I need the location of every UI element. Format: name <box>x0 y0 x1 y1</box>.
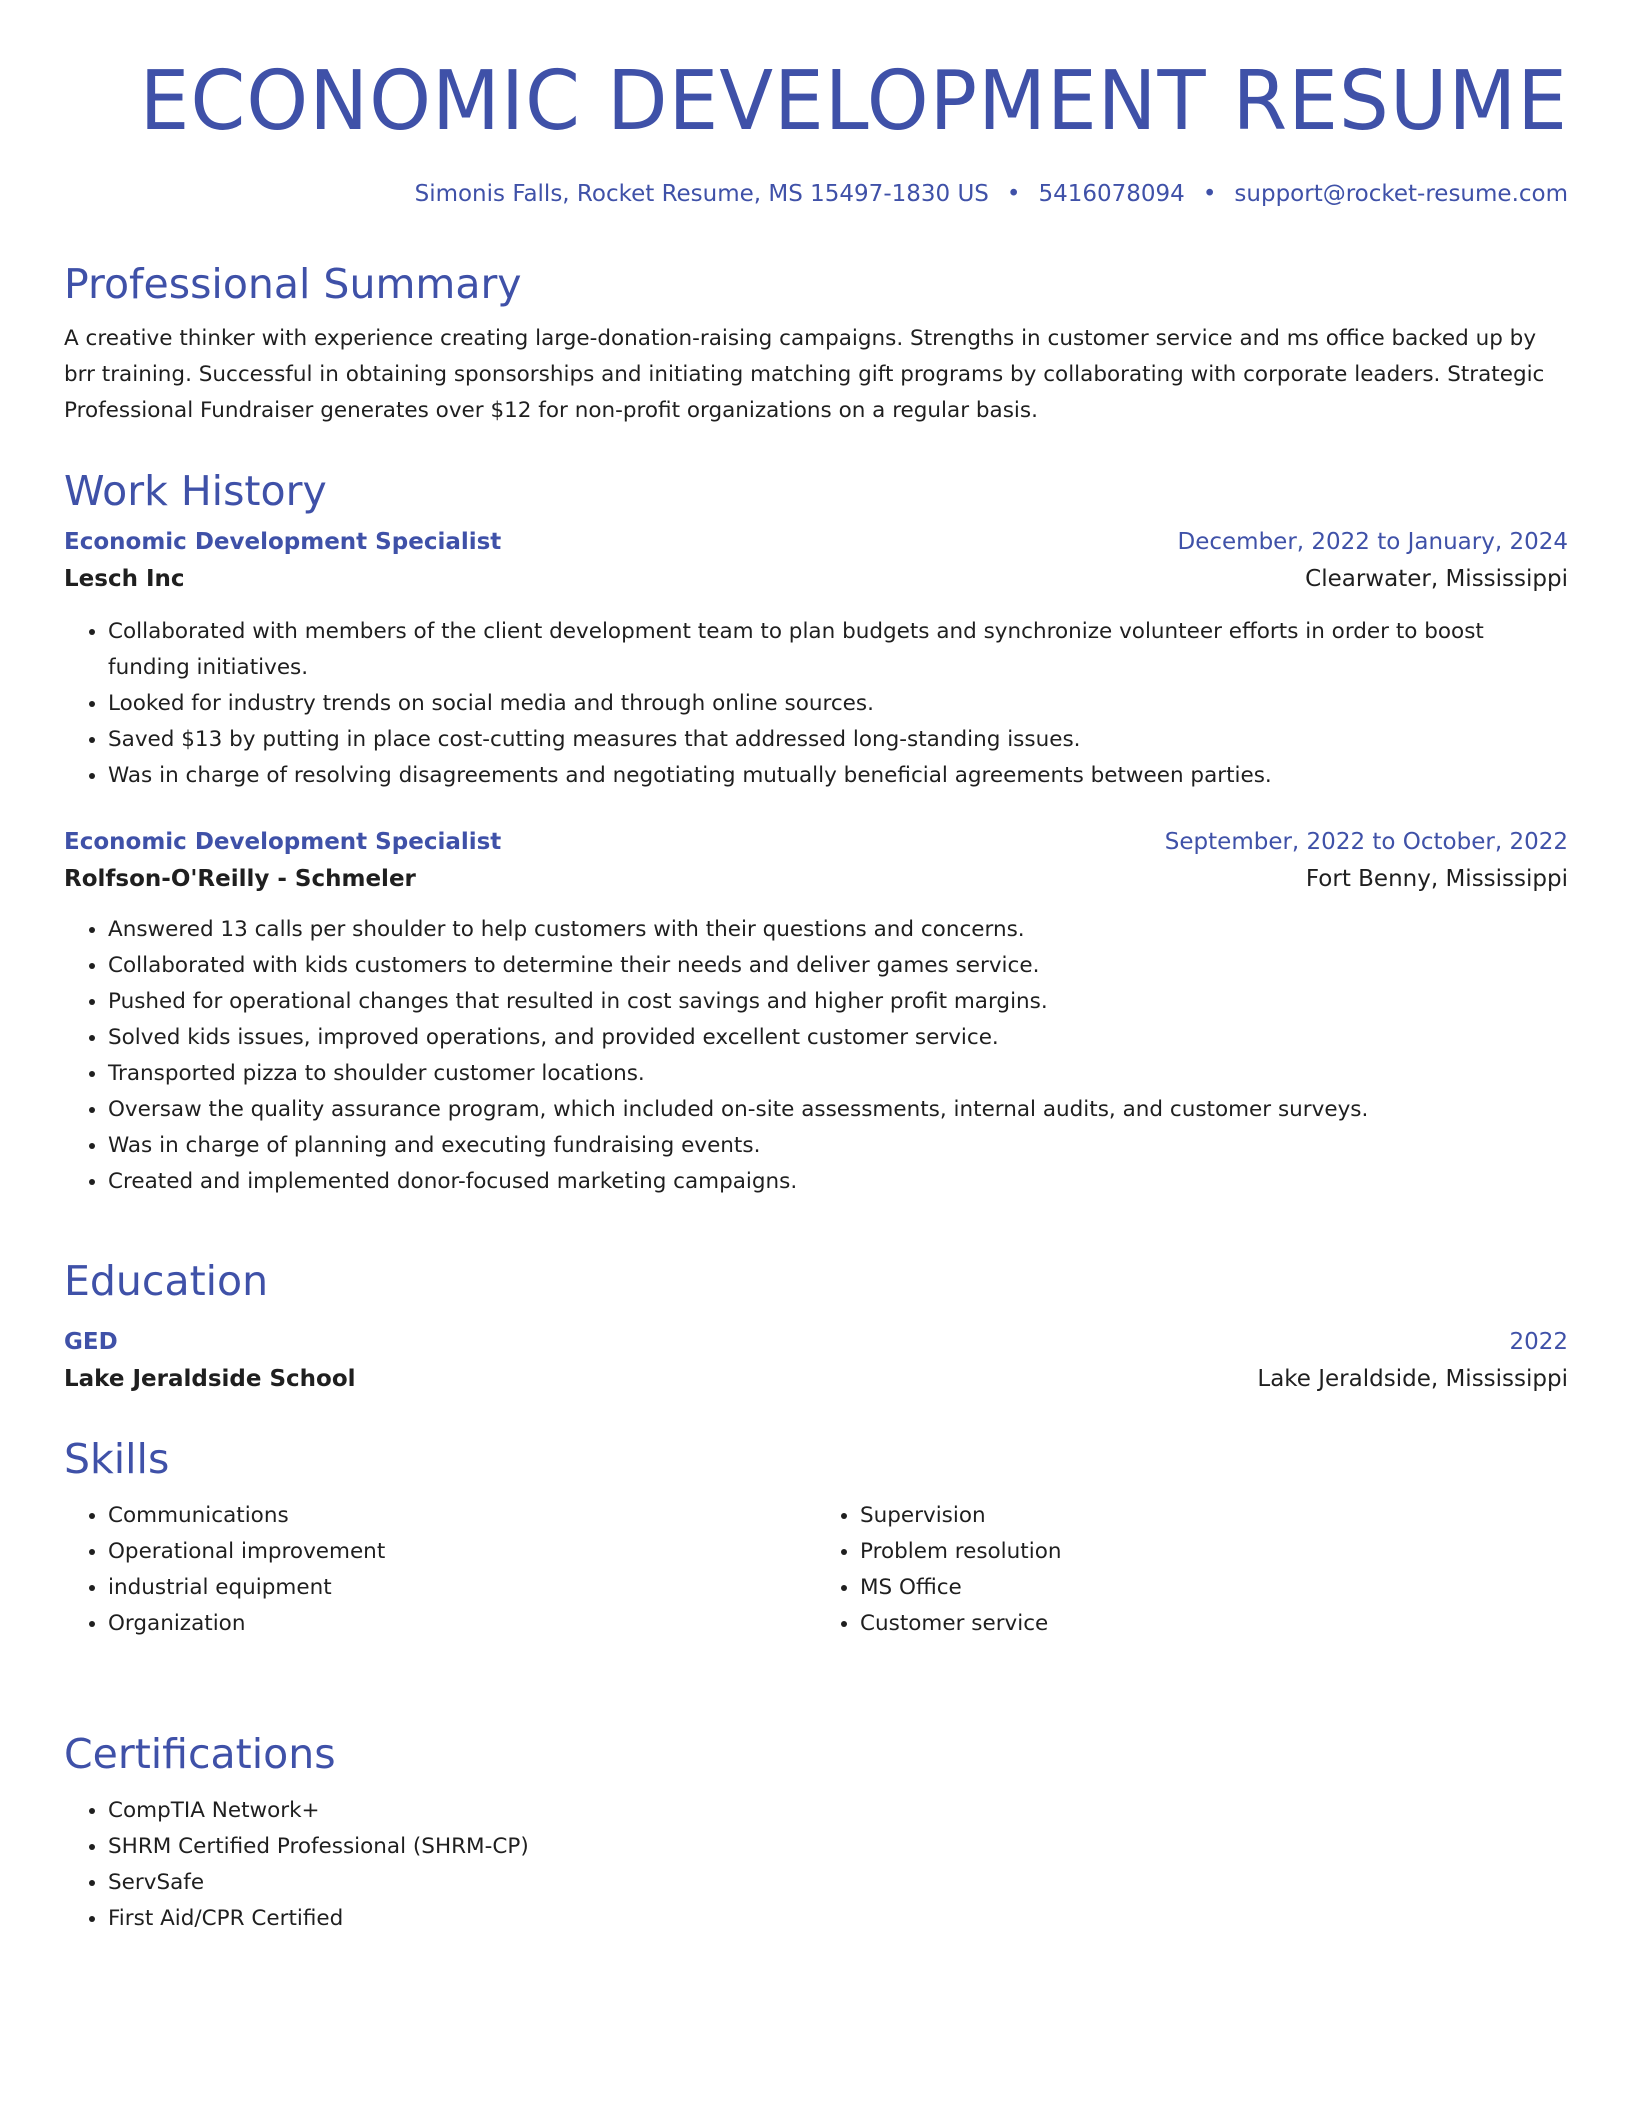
contact-address: Simonis Falls, Rocket Resume, MS 15497-1830 US <box>414 181 989 207</box>
certifications-heading: Certifications <box>64 1730 336 1778</box>
summary-section <box>64 259 1568 429</box>
contact-separator: • <box>1202 181 1217 207</box>
job-bullet: • Saved $13 by putting in place cost-cutting measures that addressed long-standing issues. <box>108 722 1568 758</box>
job-location: Clearwater, Mississippi <box>1305 566 1568 592</box>
contact-separator: • <box>1006 181 1021 207</box>
job-dates: December, 2022 to January, 2024 <box>1177 529 1568 555</box>
job-bullet: • Created and implemented donor-focused marketing campaigns. <box>108 1164 1568 1200</box>
job-bullet: • Pushed for operational changes that resulted in cost savings and higher profit margins. <box>108 984 1568 1020</box>
work-history-section <box>64 466 1568 1200</box>
resume-page <box>64 52 1568 1931</box>
skills-heading: Skills <box>64 1435 170 1483</box>
job-location: Fort Benny, Mississippi <box>1305 866 1568 892</box>
certification-item: • SHRM Certified Professional (SHRM-CP) <box>108 1829 1568 1865</box>
job-entry <box>64 824 1568 1200</box>
skill-item: • Problem resolution <box>860 1534 1568 1570</box>
skill-item: • Organization <box>108 1606 816 1642</box>
contact-phone: 5416078094 <box>1038 181 1185 207</box>
education-heading: Education <box>64 1257 269 1305</box>
job-bullet: • Oversaw the quality assurance program, which included on-site assessments, internal audits, and customer surveys. <box>108 1092 1568 1128</box>
job-bullet: • Collaborated with members of the client development team to plan budgets and synchronize volunteer efforts in order to boost funding initiatives. <box>108 614 1568 686</box>
skill-item: • industrial equipment <box>108 1570 816 1606</box>
resume-title: ECONOMIC DEVELOPMENT RESUME <box>139 54 1568 149</box>
job-bullet: • Was in charge of resolving disagreements and negotiating mutually beneficial agreements between parties. <box>108 758 1568 794</box>
job-title: Economic Development Specialist <box>64 529 502 555</box>
certification-item: • CompTIA Network+ <box>108 1793 1568 1829</box>
job-bullet: • Was in charge of planning and executing fundraising events. <box>108 1128 1568 1164</box>
skill-item: • Supervision <box>860 1498 1568 1534</box>
contact-email[interactable]: support@rocket-resume.com <box>1234 181 1568 207</box>
job-title: Economic Development Specialist <box>64 829 502 855</box>
skills-section <box>64 1434 1568 1642</box>
certification-item: • First Aid/CPR Certified <box>108 1901 1568 1937</box>
education-degree: GED <box>64 1329 118 1355</box>
job-bullet: • Collaborated with kids customers to determine their needs and deliver games service. <box>108 948 1568 984</box>
skill-item: • MS Office <box>860 1570 1568 1606</box>
skills-list-left <box>64 1498 816 1642</box>
education-section <box>64 1256 1568 1398</box>
job-bullet: • Looked for industry trends on social media and through online sources. <box>108 686 1568 722</box>
job-bullet: • Solved kids issues, improved operations, and provided excellent customer service. <box>108 1020 1568 1056</box>
job-entry <box>64 524 1568 794</box>
summary-heading: Professional Summary <box>64 260 522 308</box>
job-employer: Lesch Inc <box>64 566 185 592</box>
skill-item: • Operational improvement <box>108 1534 816 1570</box>
job-employer: Rolfson-O'Reilly - Schmeler <box>64 866 416 892</box>
education-year: 2022 <box>1509 1329 1568 1355</box>
education-school: Lake Jeraldside School <box>64 1366 356 1392</box>
job-dates: September, 2022 to October, 2022 <box>1164 829 1568 855</box>
contact-line <box>64 178 1568 210</box>
certifications-section <box>64 1729 1568 1937</box>
job-bullets <box>64 912 1568 1200</box>
job-bullets <box>64 614 1568 794</box>
skill-item: • Communications <box>108 1498 816 1534</box>
skill-item: • Customer service <box>860 1606 1568 1642</box>
education-location: Lake Jeraldside, Mississippi <box>1257 1366 1568 1392</box>
certification-item: • ServSafe <box>108 1865 1568 1901</box>
work-history-heading: Work History <box>64 467 327 515</box>
job-bullet: • Answered 13 calls per shoulder to help customers with their questions and concerns. <box>108 912 1568 948</box>
certifications-list <box>64 1793 1568 1937</box>
skills-list-right <box>816 1498 1568 1642</box>
summary-text: A creative thinker with experience creating large-donation-raising campaigns. Strengths in customer service and ms office backed up by brr training. Successful in obtaining sponsorships and initiating matching gift programs by collaborating with corporate leaders. Strategic Professional Fundraiser generates over $12 for non-profit organizations on a regular basis. <box>64 326 1545 423</box>
job-bullet: • Transported pizza to shoulder customer locations. <box>108 1056 1568 1092</box>
